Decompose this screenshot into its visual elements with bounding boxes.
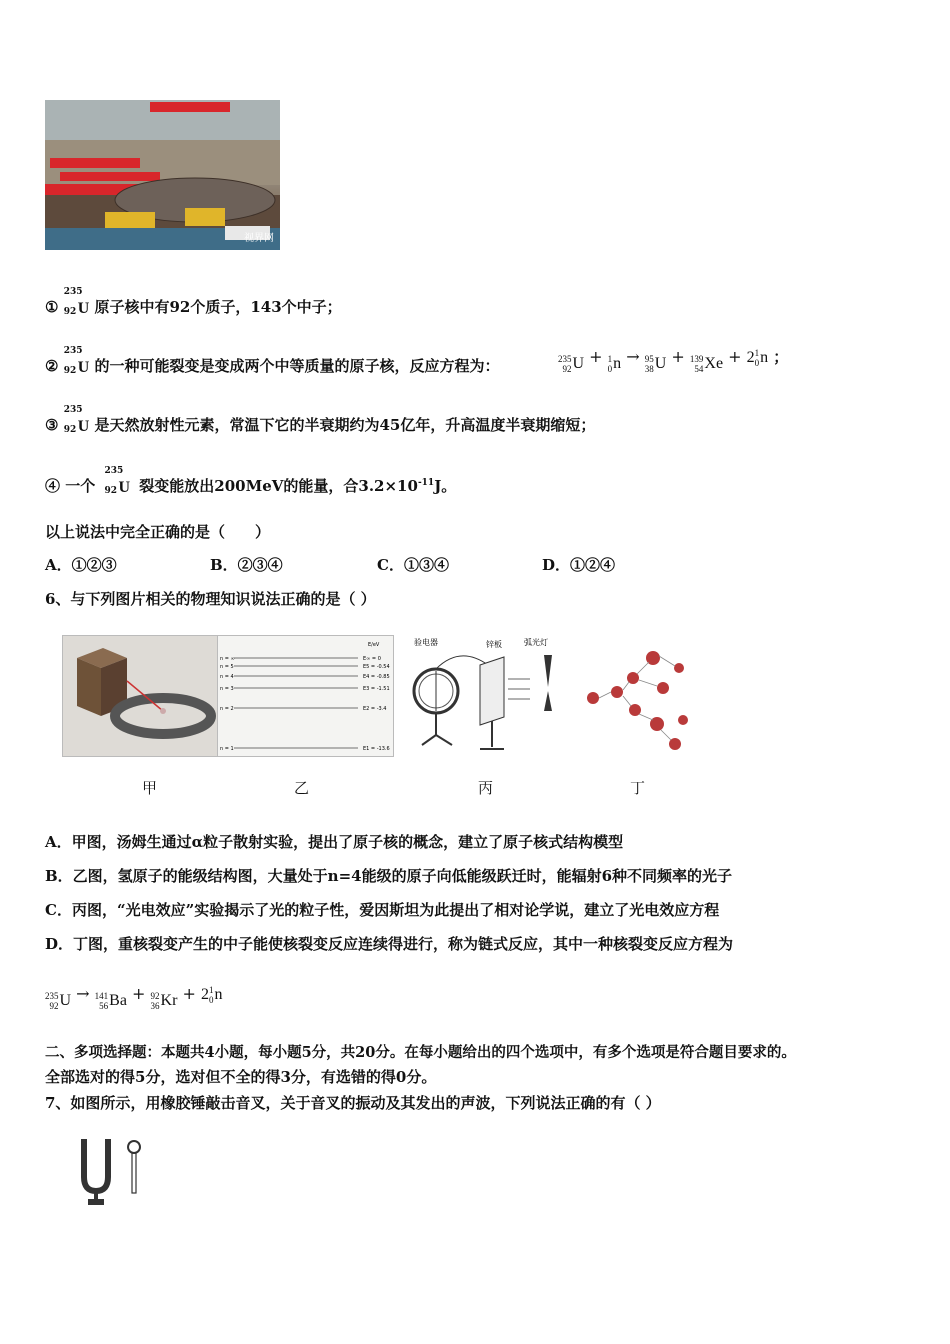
section2-header: 二、多项选择题：本题共4小题，每小题5分，共20分。在每小题给出的四个选项中，有多个选项是符合题目要求的。	[45, 1044, 796, 1061]
svg-text:弧光灯: 弧光灯	[524, 638, 548, 647]
uranium-isotope: 235 92 U	[63, 404, 90, 435]
statement-number: ①	[45, 298, 59, 316]
photo-watermark: 视界网	[244, 233, 274, 244]
fission-equation-2: 235 92 U → 141 56 Ba + 92 36 Kr + 2 1 0 n	[45, 984, 223, 1011]
svg-text:验电器: 验电器	[414, 638, 438, 647]
svg-text:E4 = -0.85: E4 = -0.85	[363, 674, 390, 680]
option-a[interactable]: A．①②③	[45, 556, 117, 574]
q6-option-d[interactable]: D．丁图，重核裂变产生的中子能使核裂变反应连续得进行，称为链式反应，其中一种核裂变反应方程为	[45, 935, 734, 953]
construction-photo	[45, 100, 280, 250]
section2-scoring: 全部选对的得5分，选对但不全的得3分，有选错的得0分。	[45, 1068, 437, 1086]
svg-text:n = 4: n = 4	[220, 674, 234, 680]
svg-text:E3 = -1.51: E3 = -1.51	[363, 686, 390, 692]
figure-bing-photoelectric	[400, 635, 565, 760]
uranium-isotope: 235 92 U	[63, 286, 90, 317]
q6-option-c[interactable]: C．丙图，“光电效应”实验揭示了光的粒子性，爱因斯坦为此提出了相对论学说，建立了光电效应方程	[45, 901, 720, 919]
q6-option-a[interactable]: A．甲图，汤姆生通过α粒子散射实验，提出了原子核的概念，建立了原子核式结构模型	[45, 833, 624, 851]
figure-ding-chain-reaction	[575, 640, 700, 760]
statement-2: ② 235 92 U 的一种可能裂变是变成两个中等质量的原子核，反应方程为：	[45, 355, 500, 379]
statement-3: ③ 235 92 U 是天然放射性元素，常温下它的半衰期约为45亿年，升高温度半衰期缩短；	[45, 414, 595, 438]
svg-text:n = 2: n = 2	[220, 706, 234, 712]
fission-equation-1: 235 92 U + 1 0 n → 95 38 U + 139 54 Xe + 2 1 0 n ；	[558, 347, 789, 374]
caption-bing: 丙	[478, 779, 494, 797]
option-d[interactable]: D．①②④	[542, 556, 616, 574]
caption-jia: 甲	[142, 779, 158, 797]
q6-stem: 6、与下列图片相关的物理知识说法正确的是（ ）	[45, 590, 376, 608]
caption-ding: 丁	[630, 779, 646, 797]
statement-1	[45, 286, 342, 320]
uranium-isotope: 235 92 U	[104, 465, 131, 496]
option-b[interactable]: B．②③④	[210, 556, 283, 574]
figure-yi-energy-levels	[217, 635, 394, 757]
svg-text:n = 3: n = 3	[220, 686, 234, 692]
svg-text:E1 = -13.6: E1 = -13.6	[363, 746, 390, 752]
uranium-isotope: 235 92 U	[63, 345, 90, 376]
svg-text:n = ∞: n = ∞	[220, 656, 235, 662]
q5-prompt: 以上说法中完全正确的是（ ）	[45, 523, 271, 541]
option-c[interactable]: C．①③④	[377, 556, 449, 574]
svg-text:E5 = -0.54: E5 = -0.54	[363, 664, 390, 670]
svg-text:n = 1: n = 1	[220, 746, 234, 752]
svg-text:锌板: 锌板	[486, 640, 502, 649]
q6-option-b[interactable]: B．乙图，氢原子的能级结构图，大量处于n=4能级的原子向低能级跃迁时，能辐射6种不同频率的光子	[45, 867, 733, 885]
svg-text:E∞ = 0: E∞ = 0	[363, 656, 381, 662]
figure-jia	[62, 635, 218, 757]
tuning-fork-figure	[76, 1135, 146, 1207]
statement-4: ④ 一个 235 92 U 裂变能放出200MeV的能量，合$3.2\times 10^{-11}J$。	[45, 472, 456, 499]
svg-text:n = 5: n = 5	[220, 664, 234, 670]
statement-text: 原子核中有92个质子，143个中子；	[94, 298, 342, 316]
svg-text:E2 = -3.4: E2 = -3.4	[363, 706, 387, 712]
energy-axis-label: E/eV	[368, 642, 380, 648]
caption-yi: 乙	[294, 779, 310, 797]
q7-stem: 7、如图所示，用橡胶锤敲击音叉，关于音叉的振动及其发出的声波，下列说法正确的有（ ）	[45, 1094, 661, 1112]
